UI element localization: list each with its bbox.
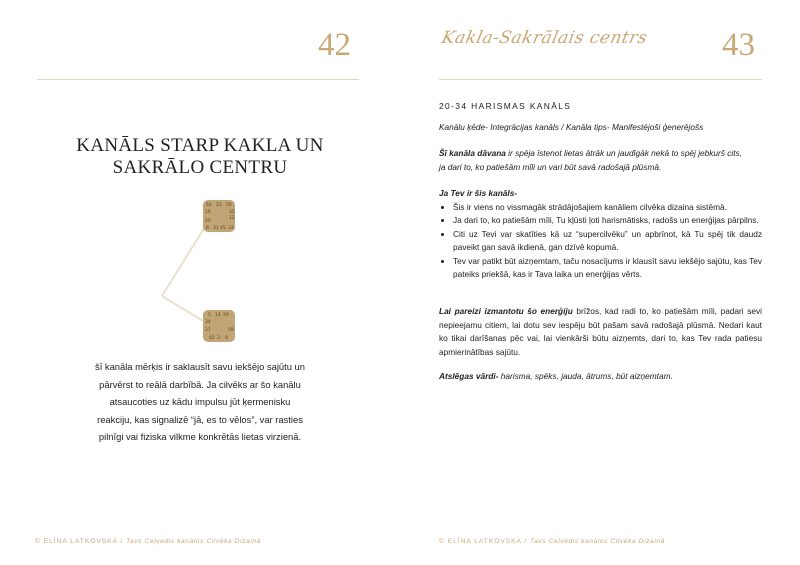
sacral-center bbox=[203, 310, 235, 342]
footer-author: © ELĪNA LATKOVSKA / bbox=[439, 538, 528, 545]
page-number-left: 42 bbox=[318, 27, 351, 63]
keywords bbox=[439, 370, 762, 384]
sacral-gate: 14 bbox=[215, 313, 221, 318]
throat-gate: 12 bbox=[229, 216, 235, 221]
throat-gate: 35 bbox=[229, 210, 235, 215]
footer-book-title: Tavs Ceļvedis kanālos Cilvēka Dizainā bbox=[530, 538, 665, 545]
throat-gate: 56 bbox=[226, 203, 232, 208]
sacral-gate: 9 bbox=[225, 336, 228, 341]
channel-20-34-line bbox=[162, 222, 208, 324]
throat-gate: 20 bbox=[205, 219, 211, 224]
throat-gate: 31 bbox=[213, 226, 219, 231]
correct-use-paragraph bbox=[439, 305, 762, 359]
gift-text: ir spēja īstenot lietas ātrāk un jaudīgāk nekā to spēj jebkurš cits, bbox=[505, 148, 743, 158]
footer-left bbox=[35, 538, 261, 545]
keywords-label: Atslēgas vārdi- bbox=[439, 371, 499, 381]
throat-gate: 16 bbox=[205, 210, 211, 215]
sacral-gate: 3 bbox=[217, 336, 220, 341]
heading-line-2: SAKRĀLO CENTRU bbox=[112, 157, 288, 178]
list-item: • Ja dari to, ko patiešām mīli, Tu kļūsti ļoti harismātisks, radošs un enerģijas pārpilns. bbox=[453, 214, 762, 228]
channel-chain-type: Kanālu ķēde- Integrācijas kanāls / Kanāla tips- Manifestējoši ģenerējošs bbox=[439, 122, 704, 132]
sacral-gate: 34 bbox=[205, 320, 211, 325]
sacral-gate: 27 bbox=[205, 328, 211, 333]
heading-line-1: KANĀLS STARP KAKLA UN bbox=[76, 135, 324, 156]
channel-description bbox=[78, 358, 322, 446]
channel-title: 20-34 HARISMAS KANĀLS bbox=[439, 101, 572, 111]
description-line: pārvērst to reālā darbībā. Ja cilvēks ar šo kanālu bbox=[99, 378, 301, 390]
use-text: brīžos, kad radi to, ko patiešām mīli, padari sevi nepieejamu citiem, lai dotu sev iespēju būt pašam savā radošajā plūsmā. Nedari kaut ko tikai darīšanas pēc vai, lai vienkārši būtu aizņemts, dari to, kas Tev rada patiesu apmierinātības sajūtu. bbox=[439, 306, 762, 357]
description-line: reakciju, kas signalizē “jā, es to vēlos”, var rasties bbox=[97, 413, 303, 425]
footer-author: © ELĪNA LATKOVSKA / bbox=[35, 538, 124, 545]
throat-center bbox=[203, 200, 235, 232]
throat-gate: 8 bbox=[206, 226, 209, 231]
list-item: • Šis ir viens no vissmagāk strādājošajiem kanāliem cilvēka dizaina sistēmā. bbox=[453, 201, 762, 215]
sacral-gate: 29 bbox=[223, 313, 229, 318]
sacral-gate: 42 bbox=[209, 336, 215, 341]
section-script-title: Kakla-Sakrālais centrs bbox=[439, 28, 650, 48]
description-line: šī kanāla mērķis ir saklausīt savu iekšējo sajūtu un bbox=[95, 361, 305, 372]
list-item: • Tev var patikt būt aizņemtam, taču nosacījums ir klausīt savu iekšējo sajūtu, kas Tev pateiks priekšā, kas ir Tava laika un enerģijas vērts. bbox=[453, 255, 762, 282]
throat-gate: 23 bbox=[216, 203, 222, 208]
throat-gate: 62 bbox=[206, 203, 212, 208]
footer-right bbox=[439, 538, 665, 545]
header-rule-right bbox=[439, 79, 762, 80]
gift-text-line2: ja dari to, ko patiešām mīli un vari būt savā radošajā plūsmā. bbox=[439, 161, 662, 172]
throat-gate: 33 bbox=[228, 226, 234, 231]
if-you-have-label: Ja Tev ir šis kanāls- bbox=[439, 188, 518, 198]
footer-book-title: Tavs Ceļvedis kanālos Cilvēka Dizainā bbox=[126, 538, 261, 545]
right-page bbox=[400, 0, 800, 565]
sacral-gate: 5 bbox=[208, 313, 211, 318]
if-you-have-list bbox=[439, 201, 762, 282]
description-line: pilnīgi vai fiziska vilkme konkrētās lietas virzienā. bbox=[98, 431, 302, 442]
throat-gate: 45 bbox=[220, 226, 226, 231]
if-you-have-section bbox=[439, 187, 762, 282]
list-item: • Citi uz Tevi var skatīties kā uz “supercilvēku” un apbrīnot, kā Tu spēj tik daudz paveikt gan savā ikdienā, gan dzīvē kopumā. bbox=[453, 228, 762, 255]
sacral-gate: 59 bbox=[228, 328, 234, 333]
page-number-right: 43 bbox=[722, 27, 755, 63]
channel-gift bbox=[439, 147, 762, 174]
description-line: atsaucoties uz kādu impulsu jūt ķermenisku bbox=[109, 396, 291, 407]
keywords-text: harisma, spēks, jauda, ātrums, būt aizņemtam. bbox=[498, 371, 673, 381]
gift-label: Šī kanāla dāvana bbox=[439, 148, 506, 158]
use-label: Lai pareizi izmantotu šo enerģiju bbox=[439, 306, 573, 316]
